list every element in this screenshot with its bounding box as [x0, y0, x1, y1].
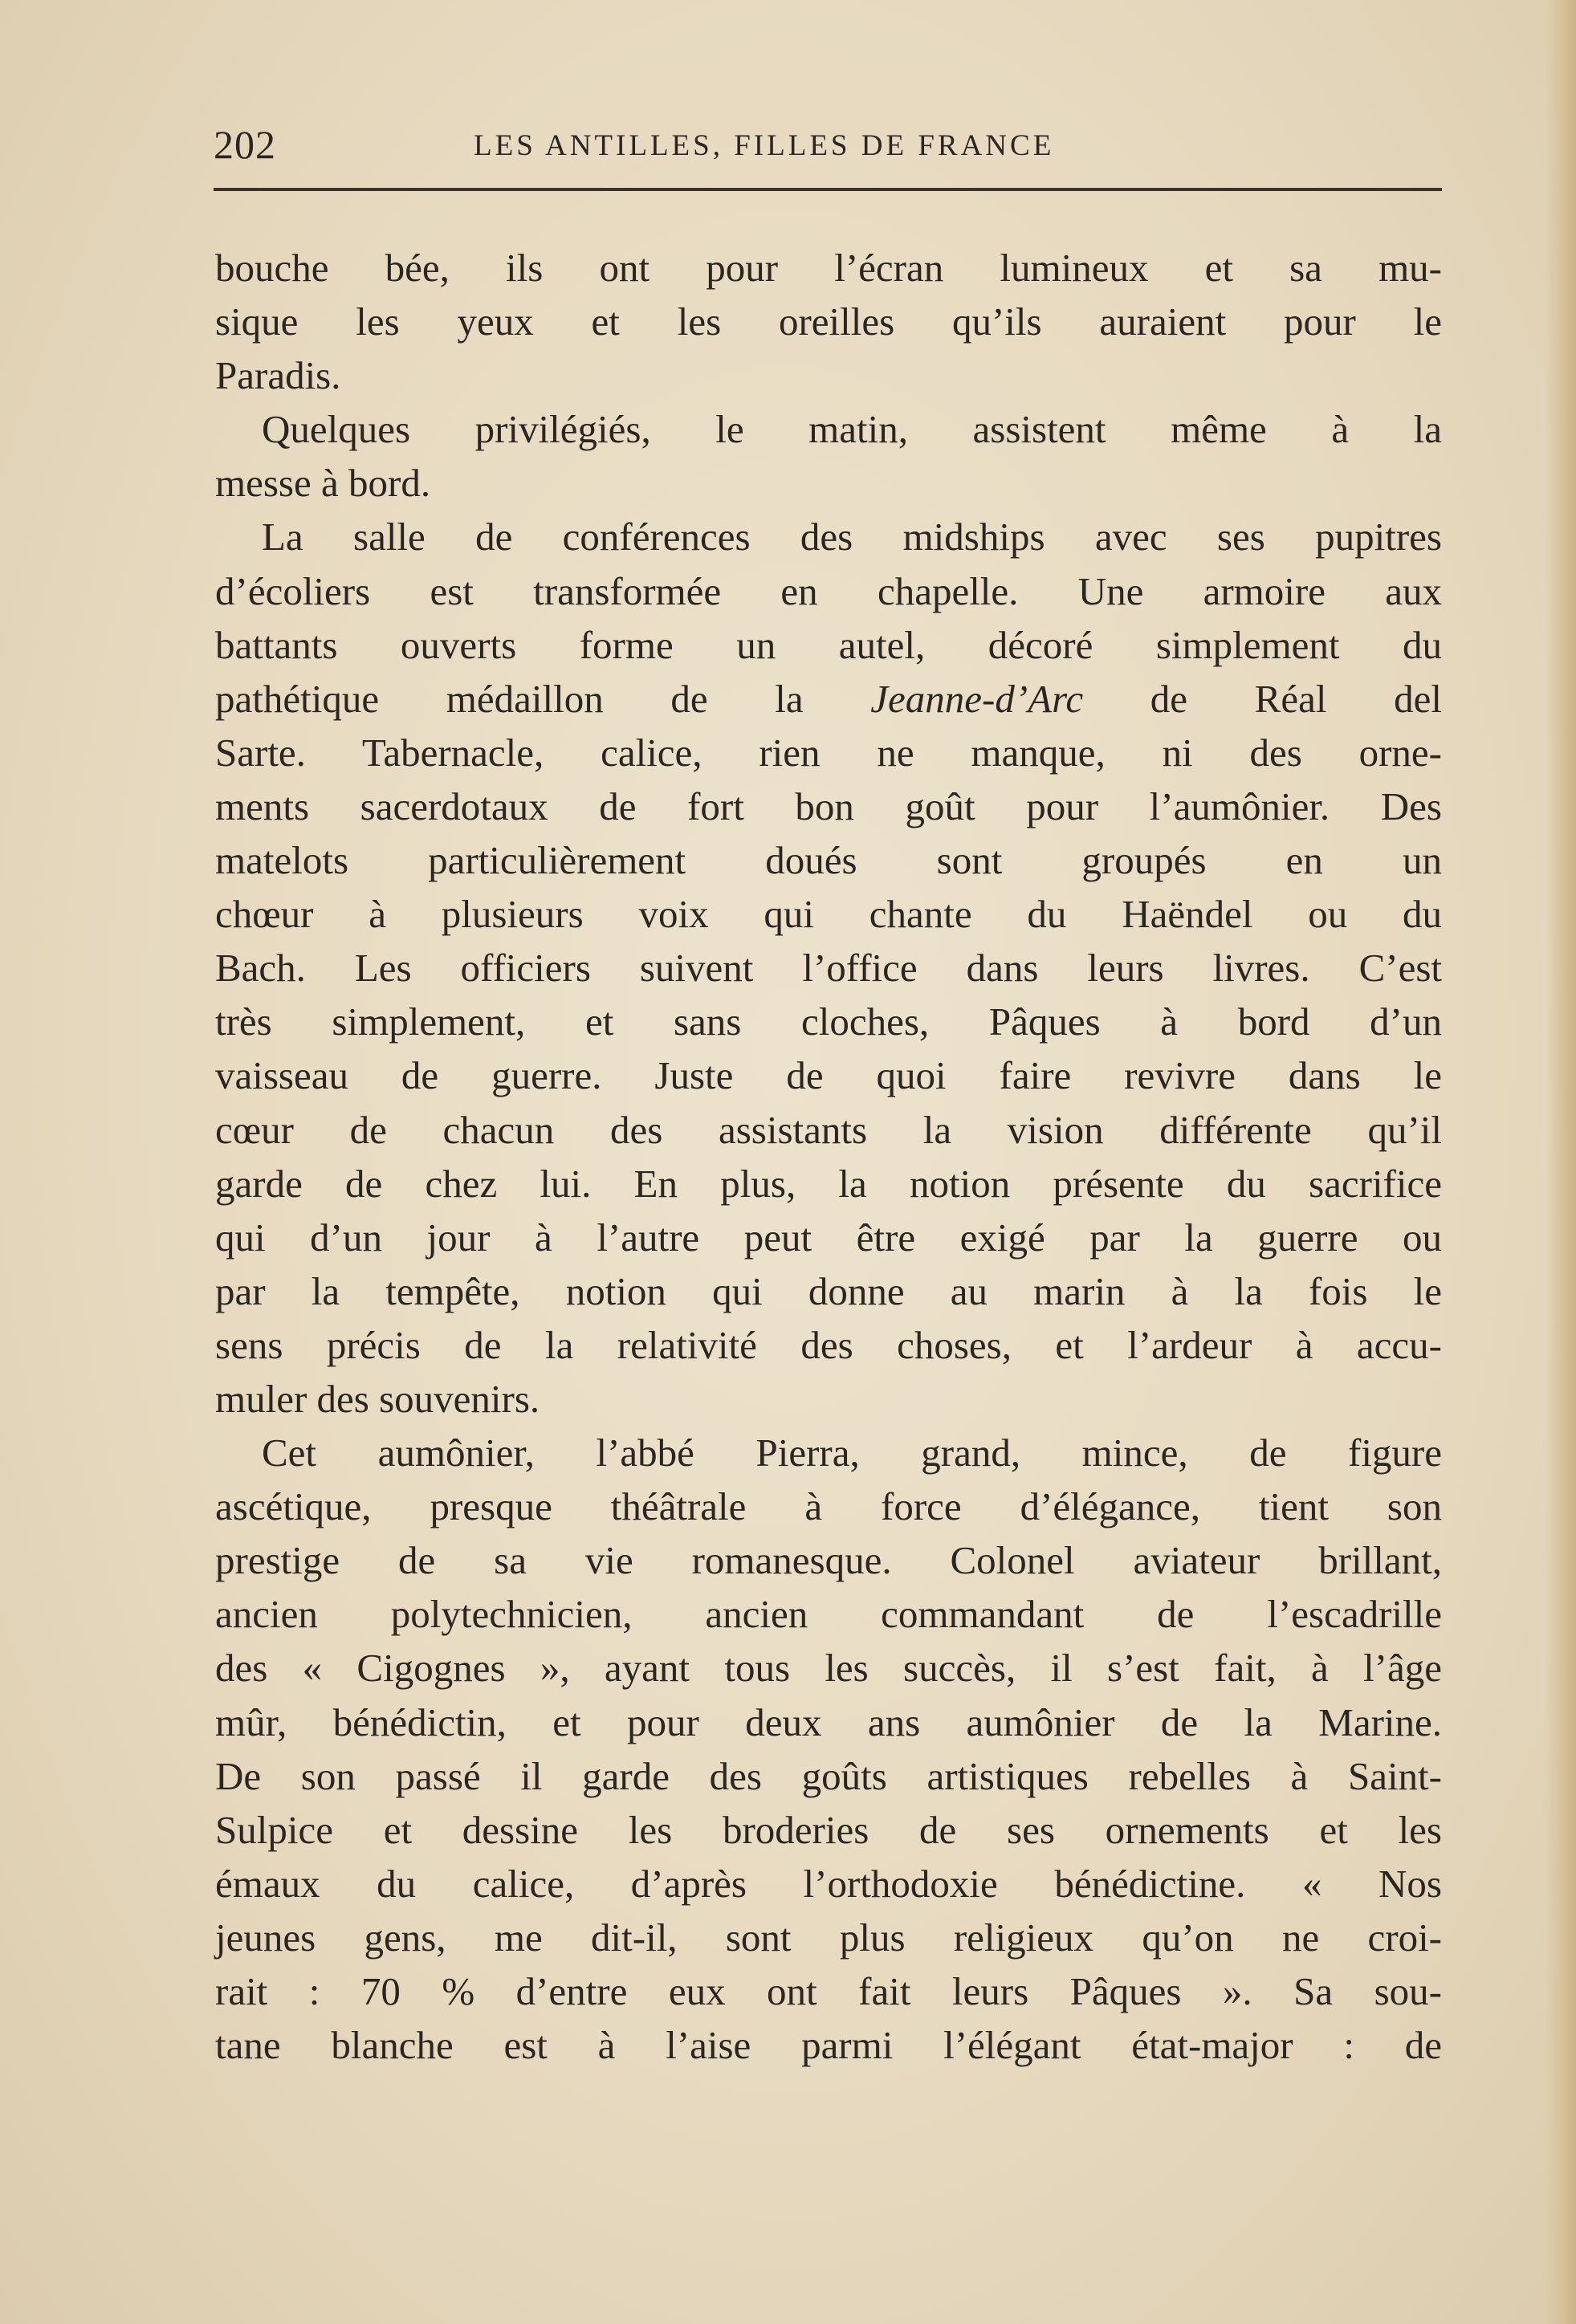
text-line: battants ouverts forme un autel, décoré simplement du [215, 622, 1442, 667]
page-edge-shadow [1545, 0, 1576, 2324]
text-line: sens précis de la relativité des choses, et l’ardeur à accu- [215, 1322, 1442, 1367]
text-line-end: de Réal del [1083, 676, 1442, 721]
text-line: des « Cigognes », ayant tous les succès, il s’est fait, à l’âge [215, 1646, 1442, 1691]
text-line: Bach. Les officiers suivent l’office dans leurs livres. C’est [215, 946, 1442, 991]
text-line: muler des souvenirs. [215, 1376, 540, 1421]
text-line: ancien polytechnicien, ancien commandant de l’escadrille [215, 1592, 1442, 1637]
text-line: rait : 70 % d’entre eux ont fait leurs Pâques ». Sa sou- [215, 1969, 1442, 2013]
text-line: tane blanche est à l’aise parmi l’élégant état-major : de [215, 2023, 1442, 2068]
text-line: vaisseau de guerre. Juste de quoi faire revivre dans le [215, 1053, 1442, 1098]
page-header [214, 119, 1442, 175]
text-line [215, 672, 1442, 726]
page-number: 202 [214, 122, 276, 167]
text-line: d’écoliers est transformée en chapelle. Une armoire aux [215, 568, 1442, 613]
text-line: jeunes gens, me dit-il, sont plus religieux qu’on ne croi- [215, 1915, 1442, 1960]
text-line: qui d’un jour à l’autre peut être exigé par la guerre ou [215, 1215, 1442, 1260]
text-line: matelots particulièrement doués sont groupés en un [215, 838, 1442, 883]
text-line: cœur de chacun des assistants la vision différente qu’il [215, 1107, 1442, 1152]
body-text [215, 241, 1442, 2072]
text-line-start: pathétique médaillon de la [215, 676, 871, 721]
text-line: prestige de sa vie romanesque. Colonel aviateur brillant, [215, 1538, 1442, 1583]
italic-title: Jeanne-d’Arc [870, 676, 1084, 721]
text-line: Sarte. Tabernacle, calice, rien ne manque, ni des orne- [215, 730, 1442, 775]
text-line: garde de chez lui. En plus, la notion présente du sacrifice [215, 1161, 1442, 1206]
text-line: La salle de conférences des midships avec ses pupitres [262, 515, 1442, 560]
text-line: par la tempête, notion qui donne au marin à la fois le [215, 1268, 1442, 1313]
text-line: Cet aumônier, l’abbé Pierra, grand, mince, de figure [262, 1431, 1442, 1475]
text-line: sique les yeux et les oreilles qu’ils auraient pour le [215, 299, 1442, 344]
text-line: Sulpice et dessine les broderies de ses ornements et les [215, 1807, 1442, 1852]
text-line: mûr, bénédictin, et pour deux ans aumônier de la Marine. [215, 1699, 1442, 1744]
running-title: LES ANTILLES, FILLES DE FRANCE [474, 129, 1055, 162]
text-line: De son passé il garde des goûts artistiques rebelles à Saint- [215, 1753, 1442, 1798]
text-line: émaux du calice, d’après l’orthodoxie bénédictine. « Nos [215, 1861, 1442, 1906]
text-line: messe à bord. [215, 461, 431, 506]
text-line: chœur à plusieurs voix qui chante du Haëndel ou du [215, 892, 1442, 937]
text-line: très simplement, et sans cloches, Pâques à bord d’un [215, 999, 1442, 1044]
text-line: Paradis. [215, 353, 341, 398]
text-line: ascétique, presque théâtrale à force d’élégance, tient son [215, 1484, 1442, 1529]
text-line: ments sacerdotaux de fort bon goût pour l’aumônier. Des [215, 783, 1442, 828]
text-line: Quelques privilégiés, le matin, assistent même à la [262, 407, 1442, 452]
header-rule [214, 188, 1442, 191]
text-line: bouche bée, ils ont pour l’écran lumineux et sa mu- [215, 246, 1442, 290]
